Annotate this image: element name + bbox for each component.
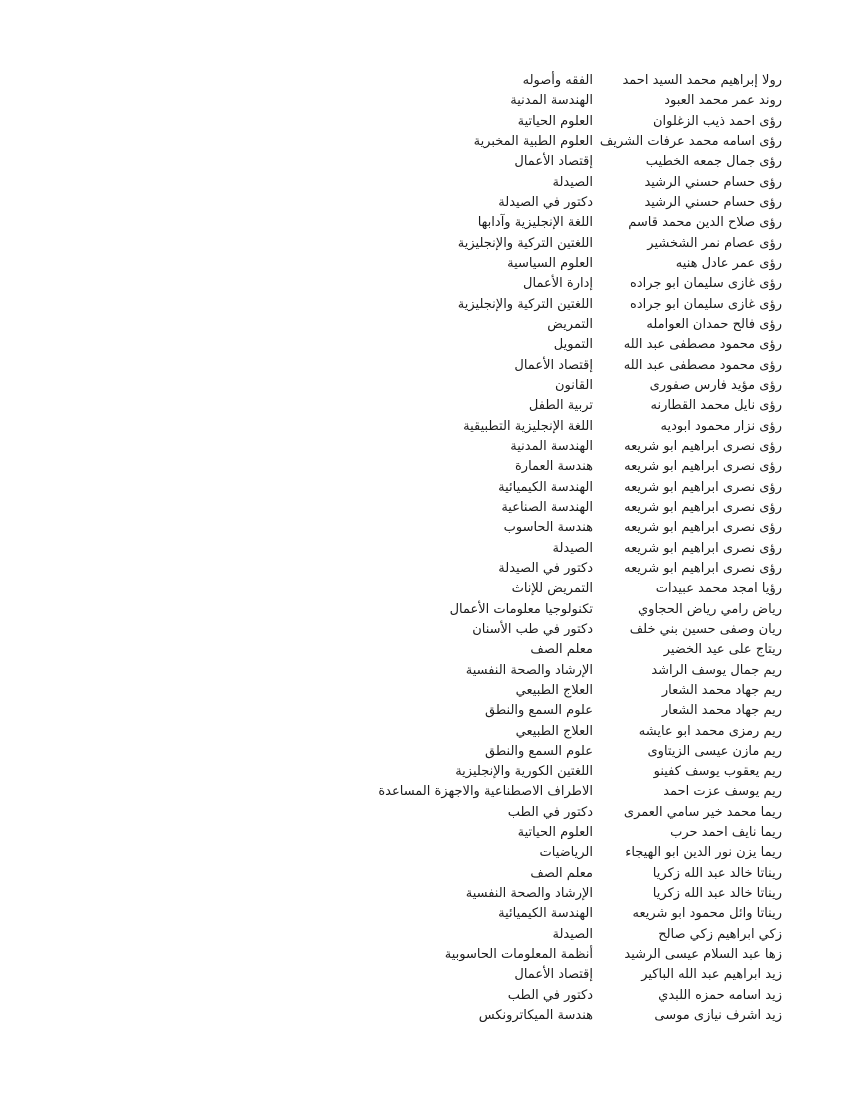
list-item [0, 762, 850, 782]
student-name: ريناتا خالد عبد الله زكريا [652, 865, 782, 881]
student-name: رولا إبراهيم محمد السيد احمد [622, 73, 782, 88]
list-item [0, 173, 850, 193]
list-item [0, 437, 850, 457]
student-name: ريم مازن عيسى الزيتاوى [647, 743, 782, 759]
list-item [0, 417, 850, 437]
student-name: رؤى جمال جمعه الخطيب [645, 154, 782, 170]
student-name: رؤى اسامه محمد عرفات الشريف [599, 133, 782, 149]
list-item [0, 843, 850, 863]
list-item [0, 640, 850, 660]
student-name: رؤى محمود مصطفى عبد الله [623, 357, 782, 373]
major-name: الهندسة الصناعية [501, 499, 593, 515]
student-name: رؤيا امجد محمد عبيدات [655, 581, 782, 597]
major-name: إقتصاد الأعمال [514, 967, 593, 983]
major-name: أنظمة المعلومات الحاسوبية [444, 947, 593, 963]
major-name: الإرشاد والصحة النفسية [465, 662, 593, 678]
major-name: دكتور في طب الأسنان [472, 621, 593, 637]
major-name: العلاج الطبيعي [515, 682, 593, 698]
major-name: تكنولوجيا معلومات الأعمال [449, 601, 593, 617]
student-name: ريم رمزى محمد ابو عايشه [638, 723, 782, 739]
student-name: رؤى نصرى ابراهيم ابو شريعه [624, 560, 782, 576]
list-item [0, 498, 850, 518]
major-name: التمويل [553, 337, 593, 353]
list-item [0, 91, 850, 111]
major-name: الرياضيات [539, 845, 593, 861]
list-item [0, 579, 850, 599]
major-name: الهندسة الكيميائية [498, 479, 593, 495]
major-name: دكتور في الطب [507, 987, 593, 1003]
student-name: ريم يوسف عزت احمد [663, 784, 782, 800]
list-item [0, 356, 850, 376]
list-item [0, 620, 850, 640]
list-item [0, 71, 850, 91]
student-name: زيد اسامه حمزه اللبدي [658, 987, 782, 1003]
major-name: هندسة الحاسوب [503, 520, 593, 536]
major-name: علوم السمع والنطق [485, 743, 593, 759]
student-name: ريما نايف احمد حرب [670, 825, 782, 841]
major-name: دكتور في الطب [507, 804, 593, 820]
major-name: التمريض للإناث [511, 581, 593, 597]
major-name: العلاج الطبيعي [515, 723, 593, 739]
student-name: زكي ابراهيم زكي صالح [658, 926, 782, 942]
student-name: رؤى نصرى ابراهيم ابو شريعه [624, 438, 782, 454]
list-item [0, 823, 850, 843]
major-name: إقتصاد الأعمال [514, 357, 593, 373]
list-item [0, 742, 850, 762]
name-major-list [0, 71, 850, 1026]
student-name: رؤى احمد ذيب الزغلوان [652, 113, 782, 129]
student-name: رؤى صلاح الدين محمد قاسم [628, 215, 782, 231]
list-item [0, 457, 850, 477]
major-name: هندسة العمارة [514, 459, 593, 475]
list-item [0, 112, 850, 132]
major-name: الهندسة المدنية [510, 438, 593, 454]
list-item [0, 254, 850, 274]
student-name: رؤى نصرى ابراهيم ابو شريعه [624, 520, 782, 536]
student-name: رؤى نصرى ابراهيم ابو شريعه [624, 459, 782, 475]
student-name: رؤى نصرى ابراهيم ابو شريعه [624, 540, 782, 556]
list-item [0, 152, 850, 172]
list-item [0, 925, 850, 945]
student-name: رؤى مؤيد فارس صفورى [649, 377, 782, 393]
list-item [0, 803, 850, 823]
major-name: الصيدلة [552, 540, 593, 556]
student-name: رؤى فالح حمدان العوامله [646, 316, 782, 332]
major-name: الصيدلة [552, 926, 593, 942]
student-name: روند عمر محمد العبود [664, 93, 782, 109]
student-name: رؤى غازى سليمان ابو جراده [630, 296, 782, 312]
major-name: تربية الطفل [528, 398, 593, 414]
list-item [0, 478, 850, 498]
student-name: ريتاج على عيد الخضير [663, 642, 782, 658]
student-name: رؤى نصرى ابراهيم ابو شريعه [624, 479, 782, 495]
student-name: رؤى نايل محمد القطارنه [650, 398, 782, 414]
student-name: رؤى محمود مصطفى عبد الله [623, 337, 782, 353]
major-name: إقتصاد الأعمال [514, 154, 593, 170]
major-name: القانون [555, 377, 593, 393]
major-name: العلوم الحياتية [517, 113, 593, 129]
major-name: الفقه وأصوله [522, 73, 593, 88]
list-item [0, 234, 850, 254]
list-item [0, 295, 850, 315]
major-name: الهندسة المدنية [510, 93, 593, 109]
major-name: علوم السمع والنطق [485, 703, 593, 719]
student-name: ريناتا خالد عبد الله زكريا [652, 886, 782, 902]
student-name: ريان وصفى حسين بني خلف [629, 621, 782, 637]
major-name: معلم الصف [530, 865, 593, 881]
major-name: العلوم الطبية المخبرية [473, 133, 593, 149]
student-name: ريم يعقوب يوسف كفينو [653, 764, 782, 780]
student-name: رؤى حسام حسني الرشيد [644, 174, 782, 190]
major-name: اللغة الإنجليزية التطبيقية [463, 418, 593, 434]
major-name: اللغتين التركية والإنجليزية [457, 296, 593, 312]
list-item [0, 965, 850, 985]
list-item [0, 681, 850, 701]
major-name: اللغتين الكورية والإنجليزية [455, 764, 593, 780]
list-item [0, 274, 850, 294]
student-name: ريم جمال يوسف الراشد [651, 662, 782, 678]
major-name: دكتور في الصيدلة [498, 194, 593, 210]
list-item [0, 722, 850, 742]
major-name: دكتور في الصيدلة [498, 560, 593, 576]
list-item [0, 884, 850, 904]
major-name: الهندسة الكيميائية [498, 906, 593, 922]
list-item [0, 315, 850, 335]
major-name: إدارة الأعمال [523, 276, 593, 292]
list-item [0, 396, 850, 416]
list-item [0, 986, 850, 1006]
list-item [0, 335, 850, 355]
student-name: رؤى غازى سليمان ابو جراده [630, 276, 782, 292]
list-item [0, 661, 850, 681]
student-name: ريناتا وائل محمود ابو شريعه [632, 906, 782, 922]
student-name: رؤى نصرى ابراهيم ابو شريعه [624, 499, 782, 515]
major-name: التمريض [547, 316, 593, 332]
list-item [0, 376, 850, 396]
major-name: الاطراف الاصطناعية والاجهزة المساعدة [378, 784, 593, 800]
student-name: زيد ابراهيم عبد الله الباكير [641, 967, 782, 983]
major-name: هندسة الميكاترونكس [478, 1008, 593, 1024]
list-item [0, 1006, 850, 1026]
list-item [0, 539, 850, 559]
list-item [0, 864, 850, 884]
list-item [0, 193, 850, 213]
student-name: ريما يزن نور الدين ابو الهيجاء [625, 845, 782, 861]
student-name: ريم جهاد محمد الشعار [661, 682, 782, 698]
list-item [0, 518, 850, 538]
list-item [0, 945, 850, 965]
major-name: الصيدلة [552, 174, 593, 190]
student-name: رياض رامي رياض الحجاوي [637, 601, 782, 617]
list-item [0, 600, 850, 620]
major-name: العلوم الحياتية [517, 825, 593, 841]
list-item [0, 701, 850, 721]
student-name: رؤى عمر عادل هنيه [675, 255, 782, 271]
list-item [0, 132, 850, 152]
student-name: زها عبد السلام عيسى الرشيد [624, 947, 782, 963]
major-name: الإرشاد والصحة النفسية [465, 886, 593, 902]
major-name: العلوم السياسية [507, 255, 593, 271]
major-name: معلم الصف [530, 642, 593, 658]
student-name: رؤى نزار محمود ابوديه [660, 418, 782, 434]
student-name: رؤى حسام حسني الرشيد [644, 194, 782, 210]
major-name: اللغة الإنجليزية وآدابها [477, 215, 593, 231]
major-name: اللغتين التركية والإنجليزية [457, 235, 593, 251]
list-item [0, 782, 850, 802]
list-item [0, 213, 850, 233]
list-item [0, 559, 850, 579]
student-name: ريما محمد خير سامي العمرى [623, 804, 782, 820]
student-name: زيد اشرف نيازى موسى [654, 1008, 782, 1024]
list-item [0, 904, 850, 924]
student-name: رؤى عصام نمر الشخشير [647, 235, 782, 251]
student-name: ريم جهاد محمد الشعار [661, 703, 782, 719]
